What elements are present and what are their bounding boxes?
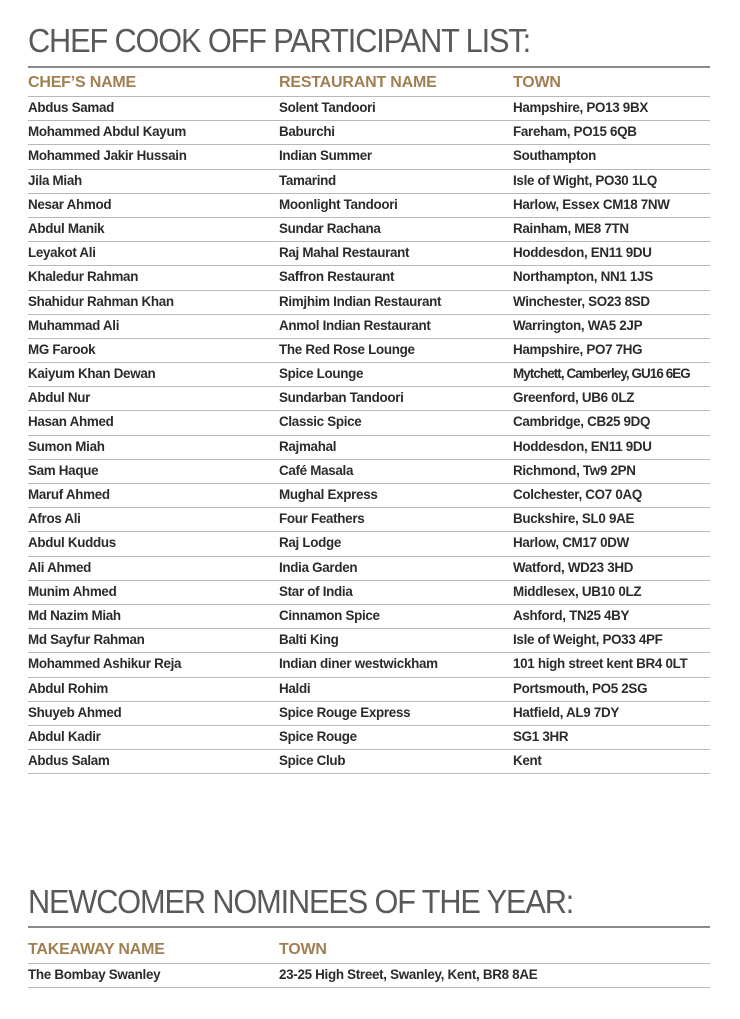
chef-name-cell: Munim Ahmed bbox=[28, 583, 117, 599]
town-cell: Hatfield, AL9 7DY bbox=[513, 704, 620, 720]
table-row bbox=[28, 484, 710, 508]
table-row bbox=[28, 653, 710, 677]
chef-name-cell: Md Nazim Miah bbox=[28, 607, 121, 623]
restaurant-name-cell: Cinnamon Spice bbox=[279, 607, 380, 623]
town-cell: Hampshire, PO13 9BX bbox=[513, 100, 648, 115]
table-row bbox=[28, 678, 710, 702]
restaurant-name-cell: Solent Tandoori bbox=[279, 100, 376, 115]
participant-table bbox=[28, 70, 710, 774]
chef-name-cell: Abdul Manik bbox=[28, 220, 105, 236]
chef-name-cell: Sumon Miah bbox=[28, 438, 105, 454]
table-row bbox=[28, 581, 710, 605]
table-row bbox=[28, 266, 710, 290]
table-row bbox=[28, 145, 710, 169]
newcomer-nominees-title: NEWCOMER NOMINEES OF THE YEAR: bbox=[28, 883, 574, 920]
chef-name-cell: Afros Ali bbox=[28, 511, 81, 527]
table-row bbox=[28, 436, 710, 460]
town-cell: Richmond, Tw9 2PN bbox=[513, 462, 636, 478]
town-cell: Hoddesdon, EN11 9DU bbox=[513, 438, 652, 454]
restaurant-name-cell: Rimjhim Indian Restaurant bbox=[279, 293, 442, 309]
chef-name-cell: Mohammed Ashikur Reja bbox=[28, 656, 182, 672]
restaurant-name-cell: Four Feathers bbox=[279, 511, 365, 527]
restaurant-name-cell: Spice Club bbox=[279, 753, 346, 769]
chef-name-cell: Abdul Kuddus bbox=[28, 535, 116, 551]
town-cell: Fareham, PO15 6QB bbox=[513, 124, 637, 140]
restaurant-name-cell: Spice Rouge bbox=[279, 728, 357, 744]
town-cell: Warrington, WA5 2JP bbox=[513, 317, 643, 333]
restaurant-name-cell: Anmol Indian Restaurant bbox=[279, 317, 431, 333]
chef-name-cell: Maruf Ahmed bbox=[28, 487, 110, 502]
restaurant-name-cell: Saffron Restaurant bbox=[279, 269, 395, 285]
town-cell: Isle of Wight, PO30 1LQ bbox=[513, 172, 658, 188]
table-header-row bbox=[28, 937, 710, 964]
chef-name-cell: Shahidur Rahman Khan bbox=[28, 293, 174, 309]
chef-name-cell: Muhammad Ali bbox=[28, 317, 120, 333]
header-town: TOWN bbox=[279, 941, 327, 958]
restaurant-name-cell: Sundarban Tandoori bbox=[279, 390, 404, 406]
town-cell: SG1 3HR bbox=[513, 728, 569, 744]
restaurant-name-cell: The Red Rose Lounge bbox=[279, 341, 415, 357]
chef-name-cell: Khaledur Rahman bbox=[28, 269, 139, 285]
chef-name-cell: Leyakot Ali bbox=[28, 245, 96, 261]
town-cell: 23-25 High Street, Swanley, Kent, BR8 8AE bbox=[279, 967, 538, 982]
town-cell: Ashford, TN25 4BY bbox=[513, 607, 630, 623]
town-cell: Northampton, NN1 1JS bbox=[513, 269, 653, 285]
table-row bbox=[28, 363, 710, 387]
chef-name-cell: Abdus Salam bbox=[28, 753, 110, 769]
restaurant-name-cell: Balti King bbox=[279, 632, 339, 648]
town-cell: Harlow, Essex CM18 7NW bbox=[513, 196, 670, 212]
town-cell: Winchester, SO23 8SD bbox=[513, 293, 650, 309]
restaurant-name-cell: Moonlight Tandoori bbox=[279, 196, 398, 212]
town-cell: Isle of Weight, PO33 4PF bbox=[513, 632, 663, 648]
chef-name-cell: Nesar Ahmod bbox=[28, 196, 112, 212]
table-row bbox=[28, 170, 710, 194]
takeaway-name-cell: The Bombay Swanley bbox=[28, 967, 161, 982]
table-row bbox=[28, 629, 710, 653]
town-cell: Portsmouth, PO5 2SG bbox=[513, 680, 648, 696]
restaurant-name-cell: Café Masala bbox=[279, 462, 354, 478]
restaurant-name-cell: Star of India bbox=[279, 583, 353, 599]
table-row bbox=[28, 750, 710, 774]
chef-name-cell: Shuyeb Ahmed bbox=[28, 704, 122, 720]
newcomer-title-divider bbox=[28, 926, 710, 928]
table-row bbox=[28, 532, 710, 556]
table-row bbox=[28, 218, 710, 242]
table-row bbox=[28, 291, 710, 315]
table-row bbox=[28, 339, 710, 363]
table-row bbox=[28, 726, 710, 750]
restaurant-name-cell: Classic Spice bbox=[279, 414, 362, 430]
chef-name-cell: Abdus Samad bbox=[28, 100, 114, 115]
table-row bbox=[28, 411, 710, 435]
town-cell: Kent bbox=[513, 753, 542, 769]
town-cell: Buckshire, SL0 9AE bbox=[513, 511, 635, 527]
table-row bbox=[28, 964, 710, 988]
chef-name-cell: MG Farook bbox=[28, 341, 96, 357]
table-row bbox=[28, 605, 710, 629]
town-cell: Mytchett, Camberley, GU16 6EG bbox=[513, 366, 690, 382]
newcomer-table bbox=[28, 937, 710, 988]
restaurant-name-cell: Raj Mahal Restaurant bbox=[279, 245, 410, 261]
table-row bbox=[28, 508, 710, 532]
header-restaurant-name: RESTAURANT NAME bbox=[279, 74, 437, 91]
restaurant-name-cell: Indian Summer bbox=[279, 148, 372, 164]
chef-name-cell: Jila Miah bbox=[28, 172, 82, 188]
header-chef-name: CHEF’S NAME bbox=[28, 74, 137, 91]
town-cell: Hampshire, PO7 7HG bbox=[513, 341, 643, 357]
restaurant-name-cell: Indian diner westwickham bbox=[279, 656, 438, 672]
chef-name-cell: Mohammed Jakir Hussain bbox=[28, 148, 187, 164]
chef-name-cell: Abdul Nur bbox=[28, 390, 91, 406]
chef-name-cell: Hasan Ahmed bbox=[28, 414, 114, 430]
town-cell: Rainham, ME8 7TN bbox=[513, 220, 629, 236]
town-cell: Southampton bbox=[513, 148, 596, 164]
restaurant-name-cell: Tamarind bbox=[279, 172, 336, 188]
table-row bbox=[28, 315, 710, 339]
restaurant-name-cell: Sundar Rachana bbox=[279, 220, 381, 236]
town-cell: Watford, WD23 3HD bbox=[513, 559, 634, 575]
town-cell: Harlow, CM17 0DW bbox=[513, 535, 629, 551]
chef-name-cell: Abdul Kadir bbox=[28, 728, 101, 744]
table-row bbox=[28, 702, 710, 726]
table-row bbox=[28, 557, 710, 581]
participant-list-title: CHEF COOK OFF PARTICIPANT LIST: bbox=[28, 22, 530, 59]
town-cell: Middlesex, UB10 0LZ bbox=[513, 583, 642, 599]
restaurant-name-cell: Raj Lodge bbox=[279, 535, 342, 551]
restaurant-name-cell: Baburchi bbox=[279, 124, 335, 140]
chef-name-cell: Mohammed Abdul Kayum bbox=[28, 124, 186, 140]
table-row bbox=[28, 97, 710, 121]
town-cell: Cambridge, CB25 9DQ bbox=[513, 414, 651, 430]
chef-name-cell: Kaiyum Khan Dewan bbox=[28, 366, 156, 382]
header-town: TOWN bbox=[513, 74, 561, 91]
chef-name-cell: Md Sayfur Rahman bbox=[28, 632, 145, 648]
restaurant-name-cell: Haldi bbox=[279, 680, 311, 696]
header-takeaway-name: TAKEAWAY NAME bbox=[28, 941, 165, 958]
restaurant-name-cell: Spice Lounge bbox=[279, 366, 364, 382]
chef-name-cell: Abdul Rohim bbox=[28, 680, 109, 696]
town-cell: 101 high street kent BR4 0LT bbox=[513, 656, 688, 672]
table-row bbox=[28, 387, 710, 411]
table-row bbox=[28, 242, 710, 266]
title-divider bbox=[28, 66, 710, 68]
table-row bbox=[28, 194, 710, 218]
town-cell: Hoddesdon, EN11 9DU bbox=[513, 245, 652, 261]
table-row bbox=[28, 460, 710, 484]
restaurant-name-cell: India Garden bbox=[279, 559, 358, 575]
table-header-row bbox=[28, 70, 710, 97]
restaurant-name-cell: Rajmahal bbox=[279, 438, 337, 454]
chef-name-cell: Ali Ahmed bbox=[28, 559, 92, 575]
table-row bbox=[28, 121, 710, 145]
restaurant-name-cell: Spice Rouge Express bbox=[279, 704, 411, 720]
chef-name-cell: Sam Haque bbox=[28, 462, 99, 478]
restaurant-name-cell: Mughal Express bbox=[279, 487, 378, 502]
town-cell: Greenford, UB6 0LZ bbox=[513, 390, 635, 406]
town-cell: Colchester, CO7 0AQ bbox=[513, 487, 642, 502]
